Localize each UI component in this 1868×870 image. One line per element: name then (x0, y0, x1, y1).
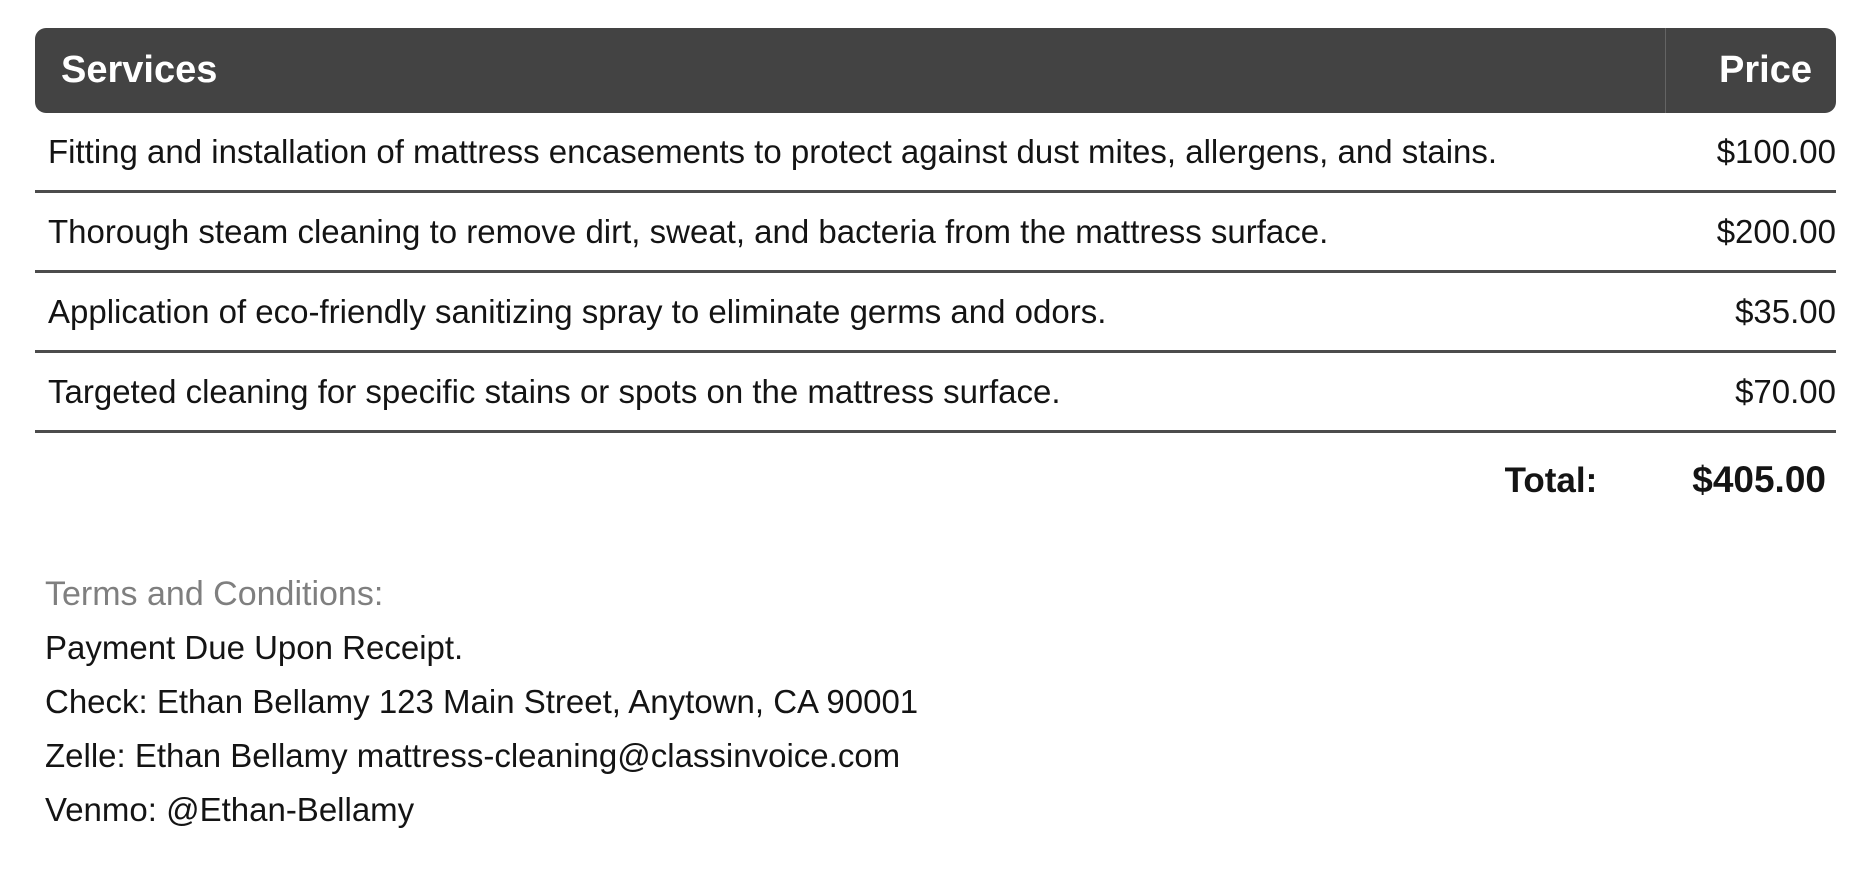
price-column-header: Price (1665, 28, 1836, 113)
table-row (35, 353, 1836, 433)
terms-line: Check: Ethan Bellamy 123 Main Street, Anytown, CA 90001 (45, 683, 919, 720)
terms-heading: Terms and Conditions: (45, 575, 384, 613)
total-label: Total: (1504, 461, 1598, 500)
services-column-header: Services (61, 49, 218, 91)
services-table (35, 28, 1836, 501)
table-row (35, 273, 1836, 353)
service-price: $200.00 (1716, 213, 1836, 250)
service-description: Application of eco-friendly sanitizing spray to eliminate germs and odors. (48, 293, 1107, 330)
terms-line: Zelle: Ethan Bellamy mattress-cleaning@classinvoice.com (45, 737, 901, 774)
service-price: $35.00 (1735, 293, 1836, 330)
total-value: $405.00 (1692, 459, 1826, 500)
service-price: $100.00 (1716, 133, 1836, 170)
table-row (35, 193, 1836, 273)
terms-line: Payment Due Upon Receipt. (45, 629, 464, 666)
total-row (35, 433, 1836, 501)
service-description: Fitting and installation of mattress encasements to protect against dust mites, allergens, and stains. (48, 133, 1498, 170)
terms-lines (45, 621, 1836, 837)
service-description: Targeted cleaning for specific stains or spots on the mattress surface. (48, 373, 1061, 410)
table-body (35, 113, 1836, 433)
terms-line: Venmo: @Ethan-Bellamy (45, 791, 415, 828)
service-description: Thorough steam cleaning to remove dirt, sweat, and bacteria from the mattress surface. (48, 213, 1329, 250)
service-price: $70.00 (1735, 373, 1836, 410)
table-row (35, 113, 1836, 193)
terms-section (35, 567, 1836, 837)
table-header-row (35, 28, 1836, 113)
